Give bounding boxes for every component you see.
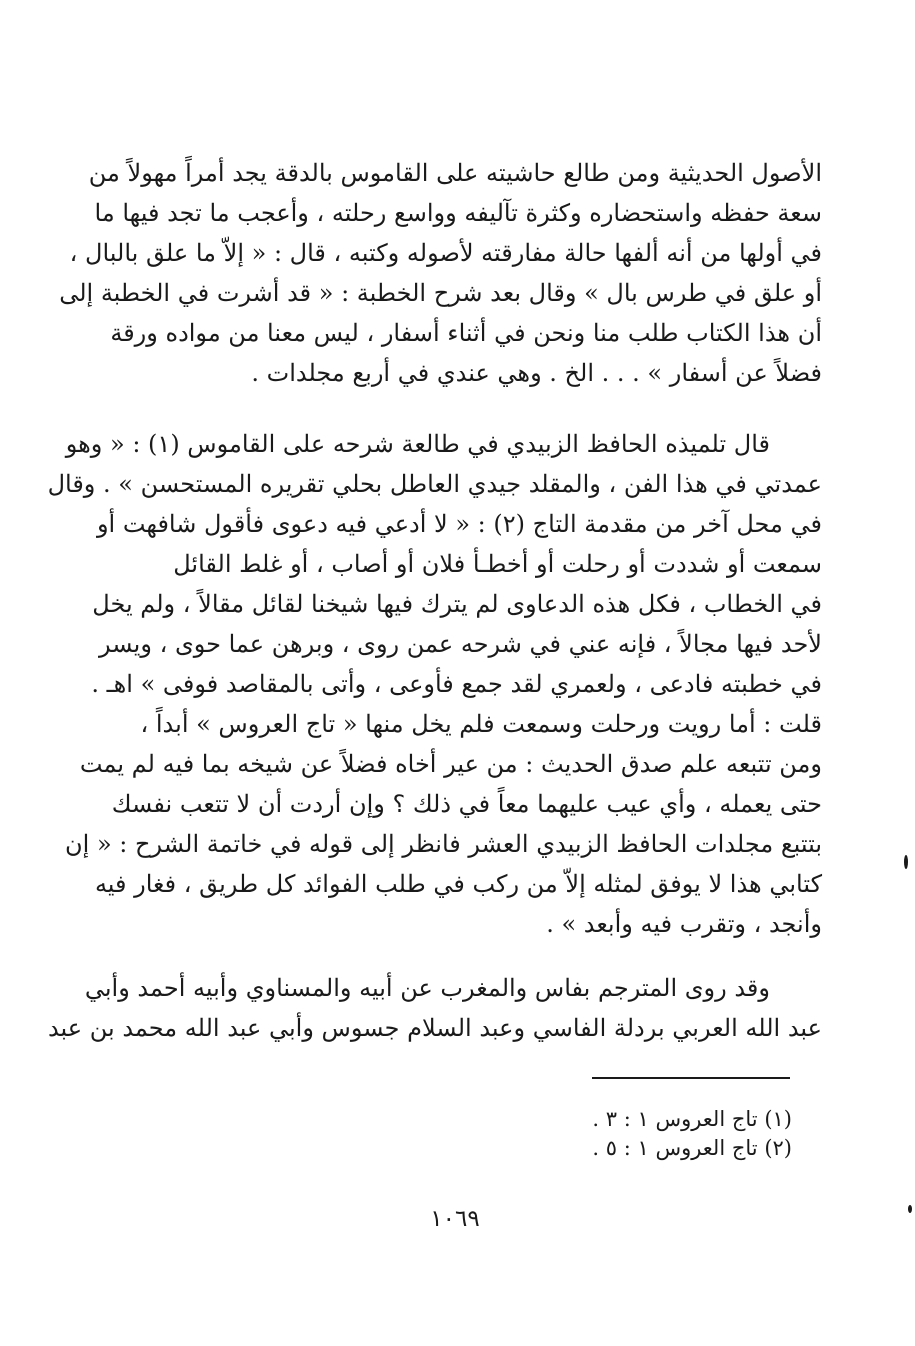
text-line: كتابي هذا لا يوفق لمثله إلاّ من ركب في طلب الفوائد كل طريق ، فغار فيه	[94, 870, 822, 898]
text-line: في الخطاب ، فكل هذه الدعاوى لم يترك فيها شيخنا لقائل مقالاً ، ولم يخل	[92, 590, 822, 618]
text-line: بتتبع مجلدات الحافظ الزبيدي العشر فانظر إلى قوله في خاتمة الشرح : « إن	[65, 830, 822, 858]
text-line: قلت : أما رويت ورحلت وسمعت فلم يخل منها « تاج العروس » أبداً ،	[140, 710, 822, 738]
footnotes	[400, 1105, 792, 1163]
paragraph-1	[59, 153, 822, 393]
footnote-2: (٢) تاج العروس ١ : ٥ .	[592, 1136, 792, 1160]
scan-speck	[904, 855, 908, 869]
footnote-1: (١) تاج العروس ١ : ٣ .	[592, 1107, 792, 1131]
text-line: في أولها من أنه ألفها حالة مفارقته لأصوله وكتبه ، قال : « إلاّ ما علق بالبال ،	[69, 239, 822, 267]
text-line: سمعت أو شددت أو رحلت أو أخطـأ فلان أو أصاب ، أو غلط القائل	[173, 550, 822, 578]
text-line: وقد روى المترجم بفاس والمغرب عن أبيه والمسناوي وأبيه أحمد وأبي	[84, 974, 770, 1002]
paragraph-2	[47, 424, 822, 944]
text-line: في خطبته فادعى ، ولعمري لقد جمع فأوعى ، وأتى بالمقاصد فوفى » اهـ .	[91, 670, 822, 698]
scan-speck	[908, 1205, 912, 1213]
text-line: فضلاً عن أسفار » . . . الخ . وهي عندي في أربع مجلدات .	[251, 359, 822, 387]
text-line: قال تلميذه الحافظ الزبيدي في طالعة شرحه على القاموس (١) : « وهو	[65, 430, 770, 458]
footnote-separator	[592, 1077, 790, 1079]
text-line: أو علق في طرس بال » وقال بعد شرح الخطبة : « قد أشرت في الخطبة إلى	[59, 279, 822, 307]
text-line: سعة حفظه واستحضاره وكثرة تآليفه وواسع رحلته ، وأعجب ما تجد فيها ما	[94, 199, 822, 227]
text-line: حتى يعمله ، وأي عيب عليهما معاً في ذلك ؟ وإن أردت أن لا تتعب نفسك	[111, 790, 822, 818]
text-line: عمدتي في هذا الفن ، والمقلد جيدي العاطل بحلي تقريره المستحسن » . وقال	[47, 470, 822, 498]
text-line: أن هذا الكتاب طلب منا ونحن في أثناء أسفار ، ليس معنا من مواده ورقة	[110, 319, 822, 347]
page-number: ١٠٦٩	[430, 1206, 480, 1232]
text-line: ومن تتبعه علم صدق الحديث : من عير أخاه فضلاً عن شيخه بما فيه لم يمت	[79, 750, 822, 778]
text-line: عبد الله العربي بردلة الفاسي وعبد السلام جسوس وأبي عبد الله محمد بن عبد	[47, 1014, 822, 1042]
text-line: الأصول الحديثية ومن طالع حاشيته على القاموس بالدقة يجد أمراً مهولاً من	[88, 159, 822, 187]
text-line: لأحد فيها مجالاً ، فإنه عني في شرحه عمن روى ، وبرهن عما حوى ، ويسر	[99, 630, 822, 658]
text-line: في محل آخر من مقدمة التاج (٢) : « لا أدعي فيه دعوى فأقول شافهت أو	[96, 510, 822, 538]
paragraph-3	[47, 968, 822, 1048]
text-line: وأنجد ، وتقرب فيه وأبعد » .	[546, 910, 822, 938]
